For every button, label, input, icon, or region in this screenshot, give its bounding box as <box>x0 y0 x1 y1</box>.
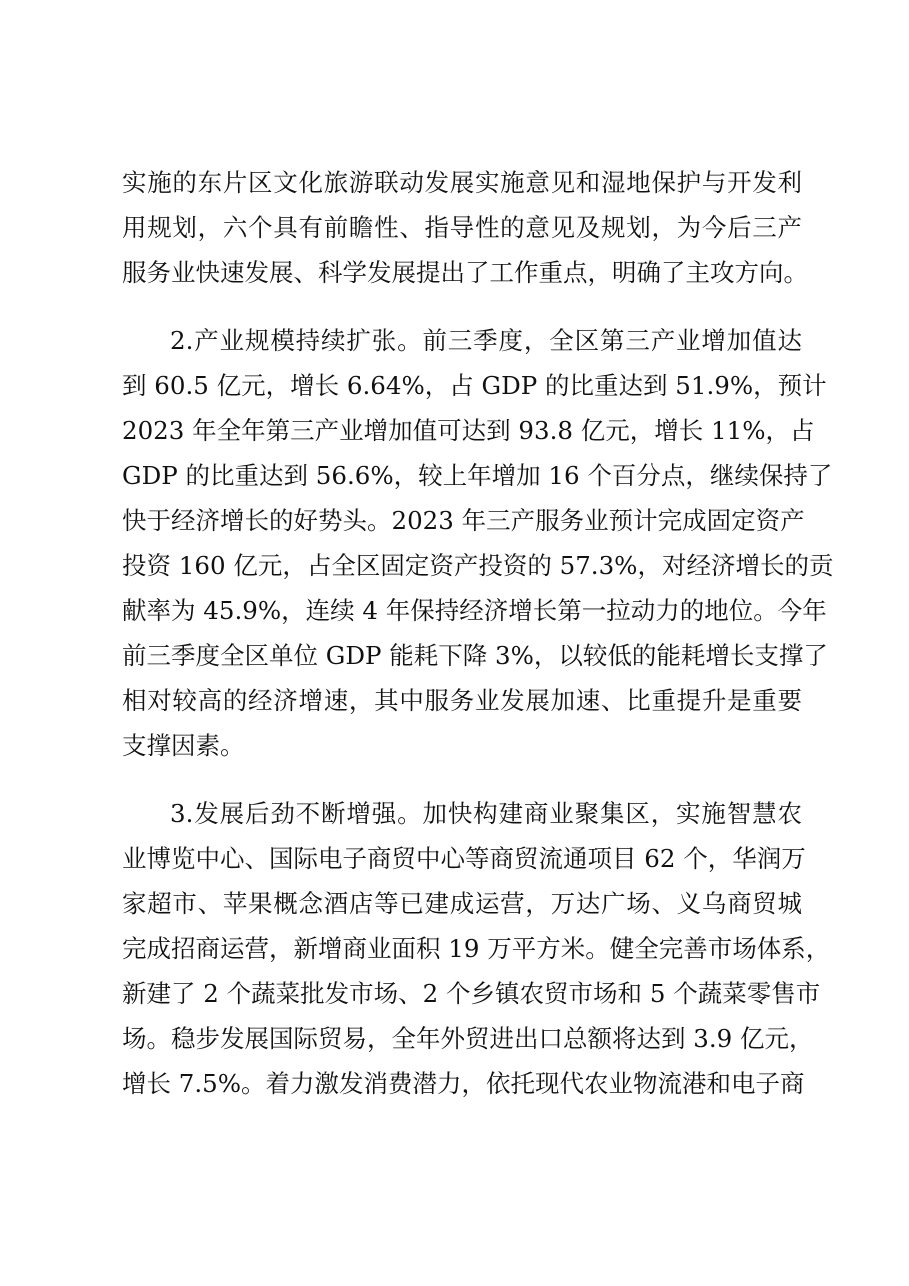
paragraph-3-line-7: 增长 7.5%。着力激发消费潜力，依托现代农业物流港和电子商 <box>122 1069 805 1098</box>
paragraph-2-line-1: 2.产业规模持续扩张。前三季度，全区第三产业增加值达 <box>170 326 802 355</box>
paragraph-1-line-3: 服务业快速发展、科学发展提出了工作重点，明确了主攻方向。 <box>122 258 808 287</box>
paragraph-2-line-5: 快于经济增长的好势头。2023 年三产服务业预计完成固定资产 <box>122 506 805 535</box>
paragraph-2-line-7: 献率为 45.9%，连续 4 年保持经济增长第一拉动力的地位。今年 <box>122 596 827 625</box>
paragraph-3-line-4: 完成招商运营，新增商业面积 19 万平方米。健全完善市场体系， <box>122 934 831 963</box>
paragraph-2-line-2: 到 60.5 亿元，增长 6.64%，占 GDP 的比重达到 51.9%，预计 <box>122 371 827 400</box>
paragraph-2-line-10: 支撑因素。 <box>122 731 245 760</box>
paragraph-2-line-3: 2023 年全年第三产业增加值可达到 93.8 亿元，增长 11%，占 <box>122 416 815 445</box>
paragraph-1-line-1: 实施的东片区文化旅游联动发展实施意见和湿地保护与开发利 <box>122 168 802 197</box>
paragraph-1-line-2: 用规划，六个具有前瞻性、指导性的意见及规划，为今后三产 <box>122 213 802 242</box>
paragraph-2-line-4: GDP 的比重达到 56.6%，较上年增加 16 个百分点，继续保持了 <box>122 461 833 490</box>
paragraph-3-line-1: 3.发展后劲不断增强。加快构建商业聚集区，实施智慧农 <box>170 799 802 828</box>
paragraph-3-line-2: 业博览中心、国际电子商贸中心等商贸流通项目 62 个，华润万 <box>122 844 806 873</box>
paragraph-2-line-8: 前三季度全区单位 GDP 能耗下降 3%，以较低的能耗增长支撑了 <box>122 641 828 670</box>
paragraph-3-line-3: 家超市、苹果概念酒店等已建成运营，万达广场、义乌商贸城 <box>122 889 802 918</box>
paragraph-3-line-6: 场。稳步发展国际贸易，全年外贸进出口总额将达到 3.9 亿元， <box>122 1024 814 1053</box>
paragraph-3-line-5: 新建了 2 个蔬菜批发市场、2 个乡镇农贸市场和 5 个蔬菜零售市 <box>122 979 821 1008</box>
paragraph-2-line-9: 相对较高的经济增速，其中服务业发展加速、比重提升是重要 <box>122 686 802 715</box>
paragraph-2-line-6: 投资 160 亿元，占全区固定资产投资的 57.3%，对经济增长的贡 <box>122 551 834 580</box>
